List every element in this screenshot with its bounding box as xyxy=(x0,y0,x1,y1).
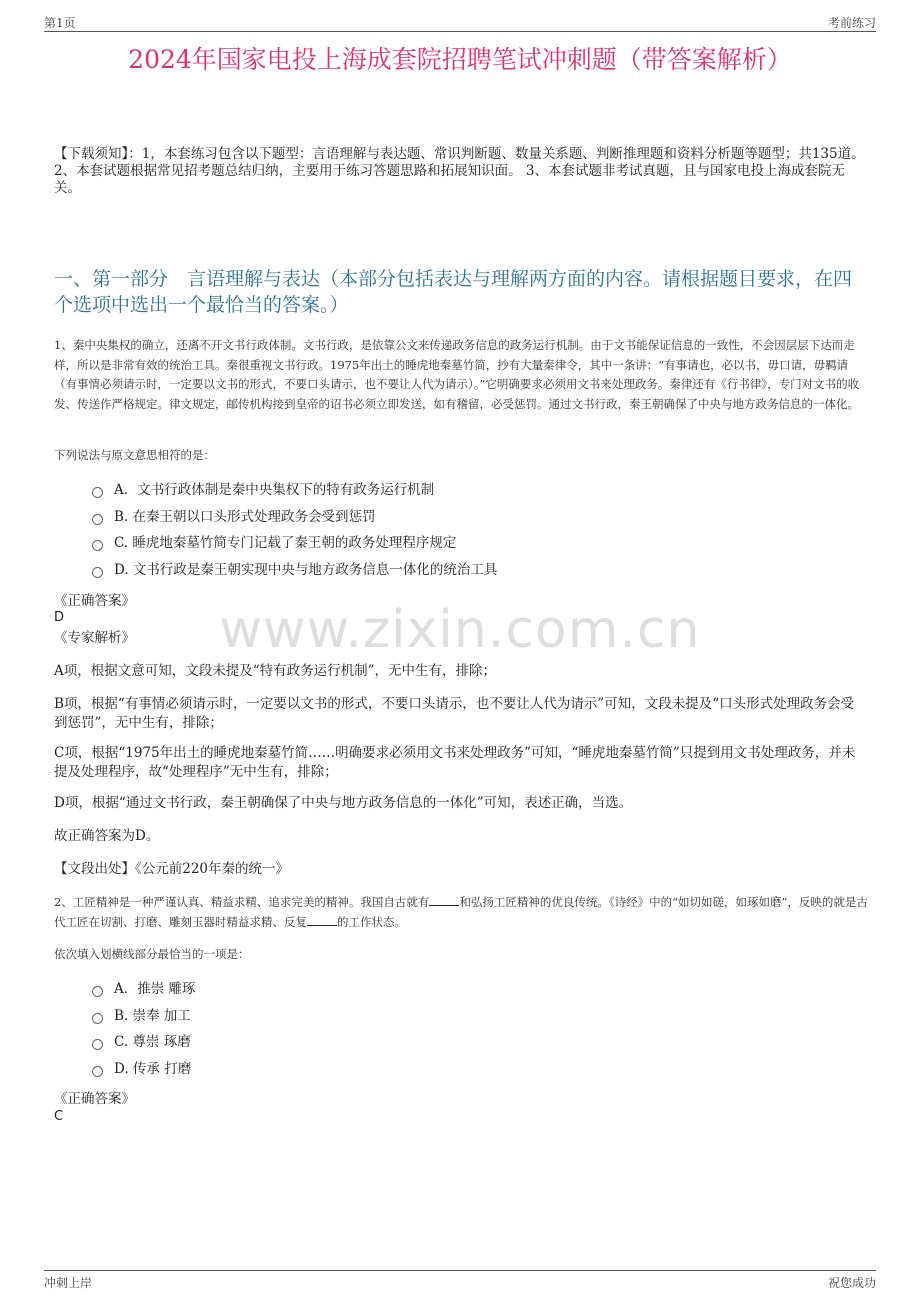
option-c[interactable] xyxy=(92,1032,196,1059)
question-1-options xyxy=(92,480,497,587)
analysis-d: D项，根据“通过文书行政，秦王朝确保了中央与地方政务信息的一体化”可知，表述正确，当选。 xyxy=(54,795,633,811)
stem-part-2: 和弘扬工匠精神的优良传统。《诗经》中的“如切如磋，如琢如磨”，反映的就是古代工匠在切割、打磨、雕刻玉器时精益求精、反复 xyxy=(54,895,868,929)
page-header xyxy=(44,14,876,32)
radio-icon[interactable] xyxy=(92,1039,103,1050)
question-2-stem xyxy=(54,893,870,932)
radio-icon[interactable] xyxy=(92,1013,103,1024)
option-label: A．文书行政体制是秦中央集权下的特有政务运行机制 xyxy=(114,482,435,498)
option-label: D. 传承 打磨 xyxy=(114,1061,192,1078)
option-c[interactable] xyxy=(92,533,497,560)
fill-blank-2 xyxy=(307,913,337,926)
analysis-conclusion: 故正确答案为D。 xyxy=(54,828,160,844)
option-label: A．推崇 雕琢 xyxy=(114,981,196,997)
option-d[interactable] xyxy=(92,560,497,587)
analysis-label: 《专家解析》 xyxy=(54,630,135,646)
option-label: C. 尊崇 琢磨 xyxy=(114,1034,191,1051)
option-label: C. 睡虎地秦墓竹简专门记载了秦王朝的政务处理程序规定 xyxy=(114,535,457,552)
answer-label: 《正确答案》 xyxy=(54,1091,135,1107)
section-heading: 一、第一部分 言语理解与表达（本部分包括表达与理解两方面的内容。请根据题目要求，在四个选项中选出一个最恰当的答案。） xyxy=(54,268,853,316)
radio-icon[interactable] xyxy=(92,986,103,997)
footer-left: 冲刺上岸 xyxy=(44,1276,93,1290)
option-label: B. 在秦王朝以口头形式处理政务会受到惩罚 xyxy=(114,508,376,525)
radio-icon[interactable] xyxy=(92,1066,103,1077)
answer-value: C xyxy=(54,1109,64,1124)
analysis-b: B项，根据“有事情必须请示时，一定要以文书的形式，不要口头请示，也不要让人代为请示”可知，文段未提及“口头形式处理政务会受到惩罚”，无中生有，排除； xyxy=(54,696,855,731)
option-label: D. 文书行政是秦王朝实现中央与地方政务信息一体化的统治工具 xyxy=(114,562,498,579)
stem-part-3: 的工作状态。 xyxy=(337,914,406,929)
radio-icon[interactable] xyxy=(92,540,103,551)
radio-icon[interactable] xyxy=(92,514,103,525)
option-b[interactable] xyxy=(92,507,497,534)
document-title: 2024年国家电投上海成套院招聘笔试冲刺题（带答案解析） xyxy=(128,45,792,74)
header-label: 考前练习 xyxy=(827,16,876,30)
question-1-prompt: 下列说法与原文意思相符的是： xyxy=(54,448,215,462)
stem-part-1: 2、工匠精神是一种严谨认真、精益求精、追求完美的精神。我国自古就有 xyxy=(54,895,430,909)
option-a[interactable] xyxy=(92,480,497,507)
radio-icon[interactable] xyxy=(92,487,103,498)
page-footer xyxy=(44,1270,876,1290)
answer-value: D xyxy=(54,610,65,625)
question-1-stem: 1、秦中央集权的确立，还离不开文书行政体制。文书行政，是依靠公文来传递政务信息的政务运行机制。由于文书能保证信息的一致性，不会因层层下达而走样，所以是非常有效的统治工具。秦很重视文书行政。1975年出土的睡虎地秦墓竹简，抄有大量秦律令，其中一条讲：“有事请也，必以书，毋口请，毋羁请（有事情必须请示时，一定要以文书的形式，不要口头请示，也不要让人代为请示）。”它明确要求必须用文书来处理政务。秦律还有《行书律》，专门对文书的收发、传送作严格规定。律文规定，邮传机构接到皇帝的诏书必须立即发送，如有稽留，必受惩罚。通过文书行政，秦王朝确保了中央与地方政务信息的一体化。 xyxy=(54,338,860,411)
answer-label: 《正确答案》 xyxy=(54,593,135,609)
fill-blank-1 xyxy=(429,893,459,906)
option-d[interactable] xyxy=(92,1059,196,1086)
source-note: 【文段出处】《公元前220年秦的统一》 xyxy=(54,861,290,877)
question-2-options xyxy=(92,979,196,1086)
analysis-a: A项，根据文意可知，文段未提及“特有政务运行机制”，无中生有，排除； xyxy=(54,663,497,679)
option-b[interactable] xyxy=(92,1006,196,1033)
question-2-prompt: 依次填入划横线部分最恰当的一项是： xyxy=(54,947,250,961)
analysis-c: C项，根据“1975年出土的睡虎地秦墓竹简……明确要求必须用文书来处理政务”可知，“睡虎地秦墓竹简”只提到用文书处理政务，并未提及处理程序，故“处理程序”无中生有，排除； xyxy=(54,745,856,780)
option-label: B. 崇奉 加工 xyxy=(114,1007,191,1024)
option-a[interactable] xyxy=(92,979,196,1006)
page-number: 第1页 xyxy=(44,16,76,30)
radio-icon[interactable] xyxy=(92,567,103,578)
download-notice: 【下载须知】：1，本套练习包含以下题型：言语理解与表达题、常识判断题、数量关系题、判断推理题和资料分析题等题型；共135道。 2、本套试题根据常见招考题总结归纳，主要用于练习答题思路和拓展知识面。 3、本套试题非考试真题，且与国家电投上海成套院无关。 xyxy=(54,146,865,196)
watermark: www.zixin.com.cn xyxy=(219,600,701,660)
footer-right: 祝您成功 xyxy=(827,1276,876,1290)
